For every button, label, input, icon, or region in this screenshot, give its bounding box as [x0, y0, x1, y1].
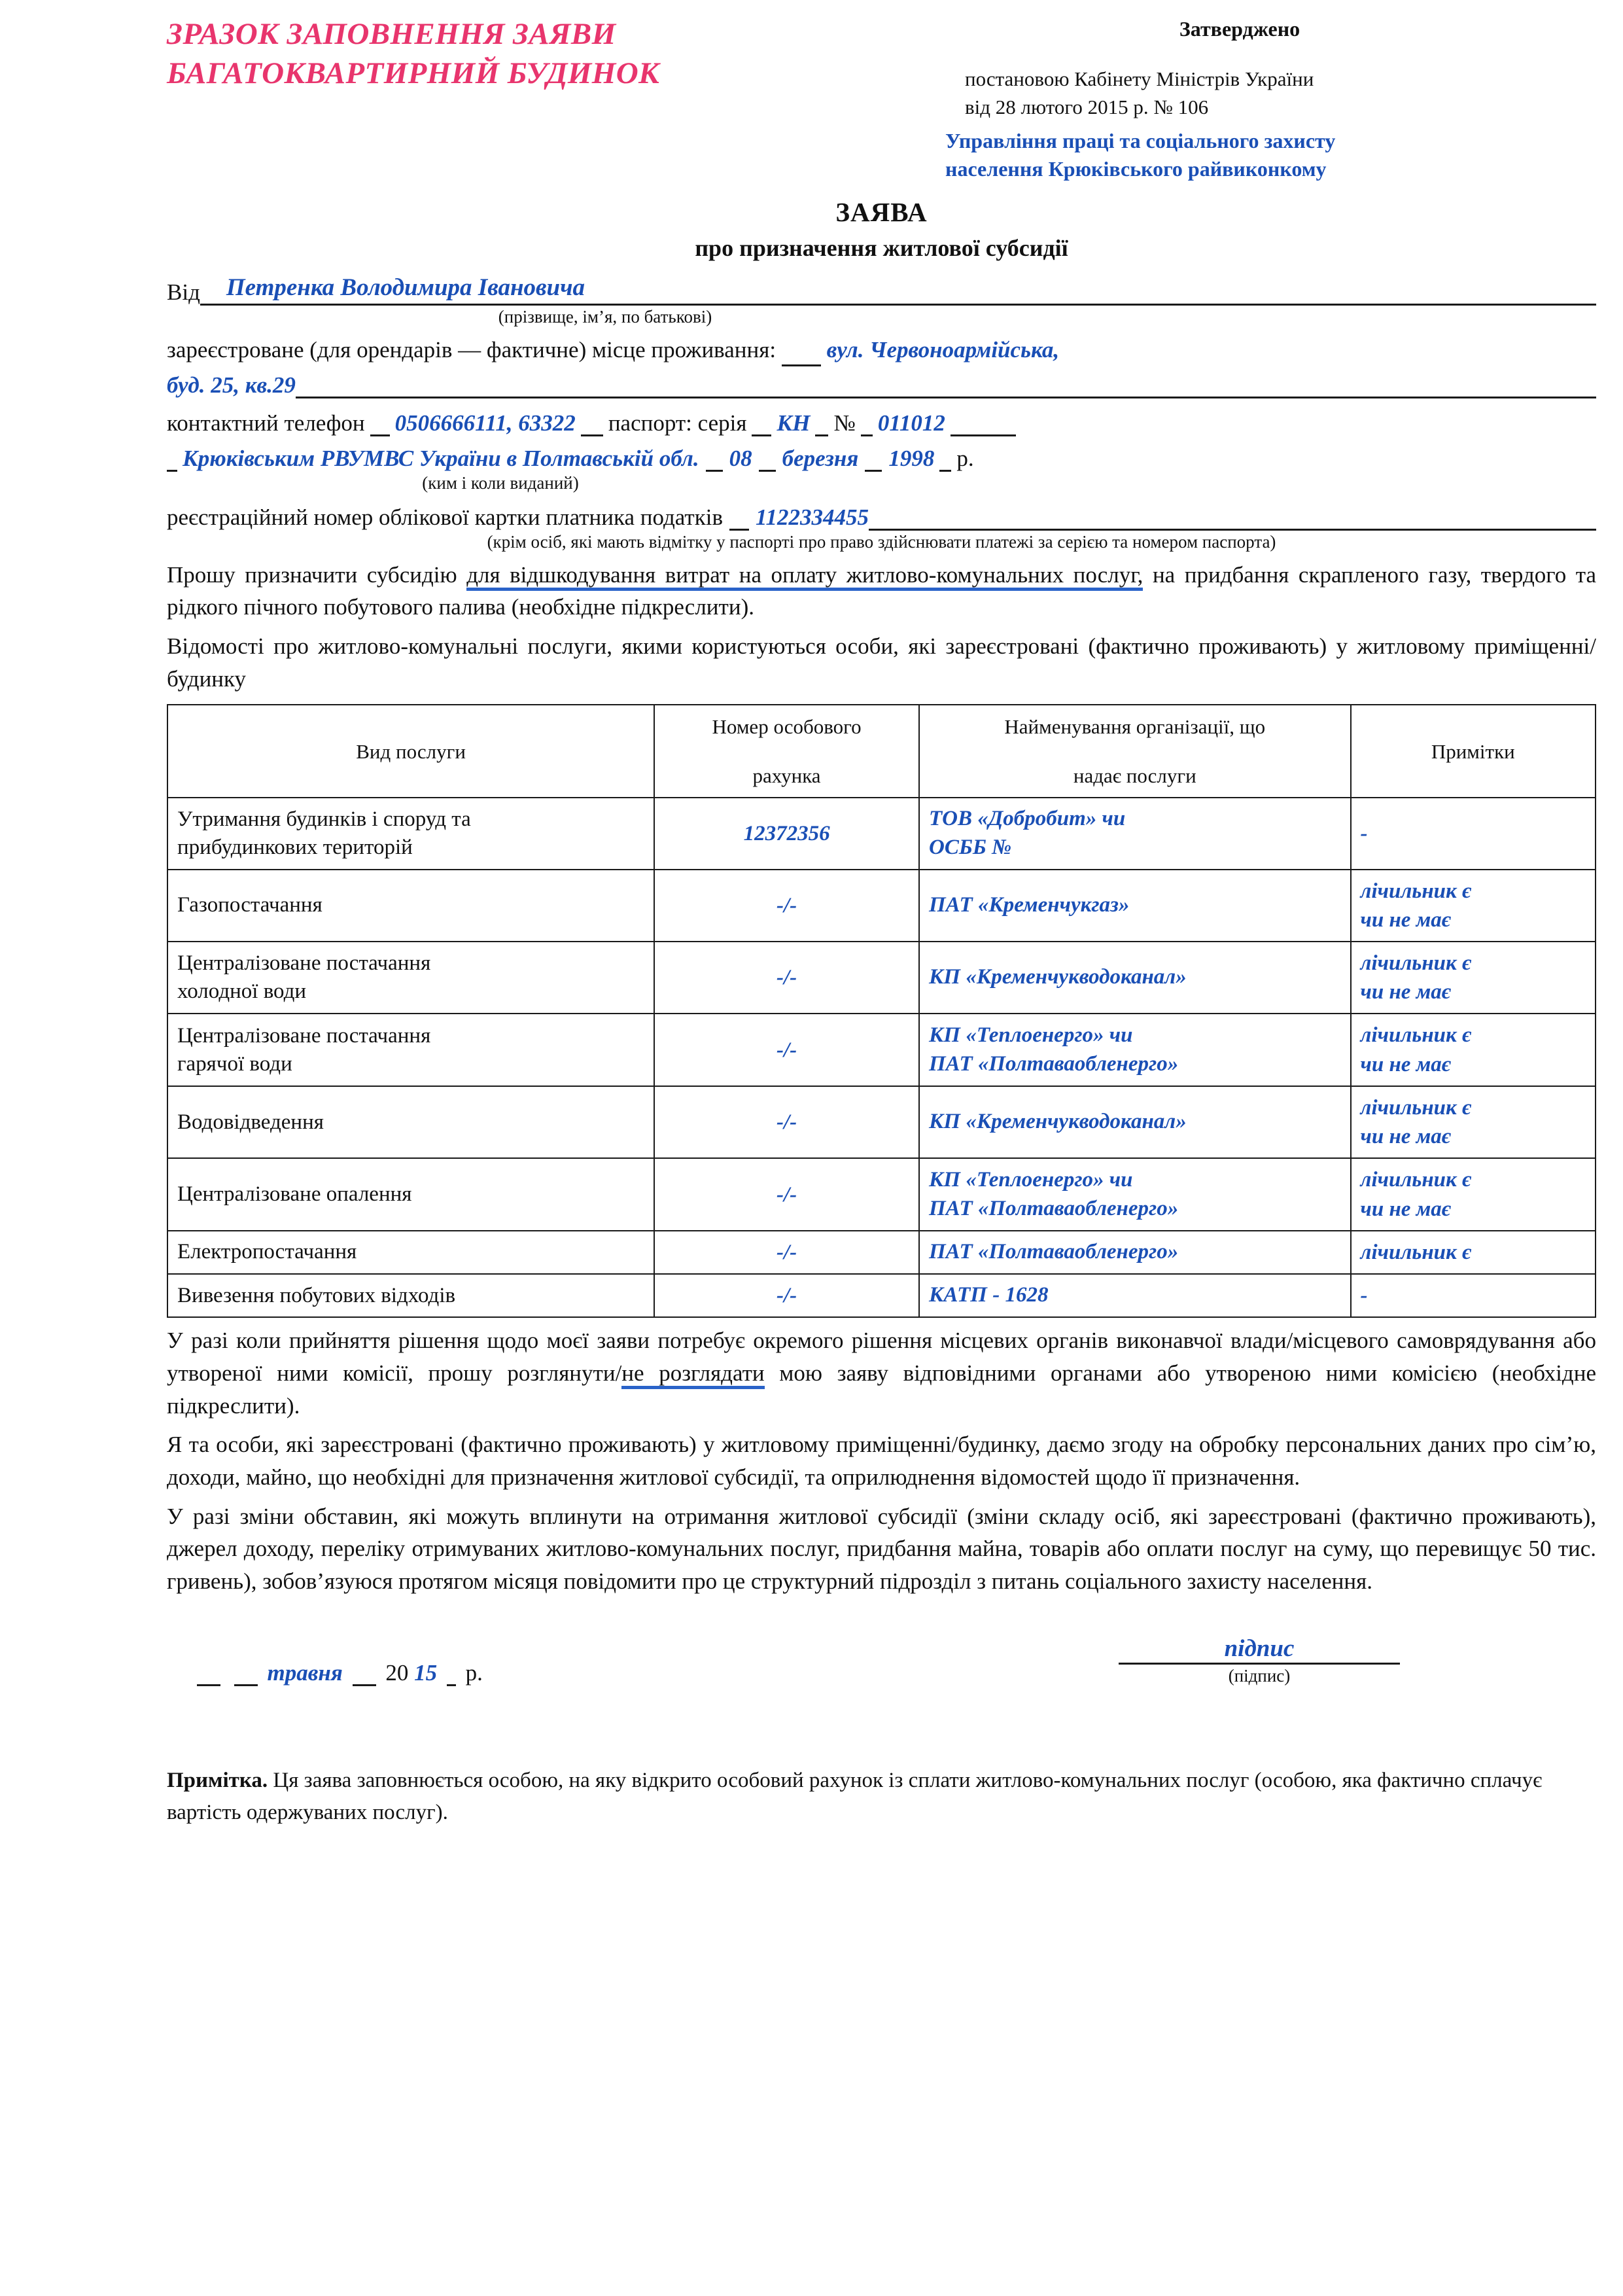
cell-organization-line1: КАТП - 1628 [929, 1283, 1049, 1307]
passport-number-rule-trail [951, 434, 1016, 436]
cell-organization[interactable] [919, 870, 1351, 942]
address-row-2 [167, 368, 1596, 398]
stamp-title-line1: ЗРАЗОК ЗАПОВНЕННЯ ЗАЯВИ [167, 17, 616, 51]
cell-account-value: -/- [776, 1110, 797, 1135]
issued-by-caption: (ким і коли виданий) [422, 472, 579, 493]
issued-rule-2 [759, 470, 776, 472]
cell-account-number[interactable] [654, 942, 919, 1014]
header-notes: Примітки [1351, 705, 1596, 798]
cell-organization[interactable] [919, 1086, 1351, 1158]
footnote-label: Примітка. [167, 1768, 268, 1792]
department-name-line1: Управління праці та соціального захисту [945, 128, 1336, 152]
cell-notes-line1: лічильник є [1360, 879, 1471, 903]
issued-month-value[interactable]: березня [782, 445, 859, 471]
cell-service-line2: холодної води [177, 980, 307, 1004]
cell-notes[interactable] [1351, 1086, 1596, 1158]
signature-year-prefix: 20 [385, 1659, 409, 1686]
cell-account-number[interactable] [654, 798, 919, 869]
passport-label: паспорт: серія [608, 410, 747, 436]
cell-organization-line1: ПАТ «Кременчукгаз» [929, 892, 1130, 917]
issued-rule-1 [706, 470, 723, 472]
cell-notes-line2: чи не має [1360, 980, 1451, 1004]
consent-clause-paragraph: Я та особи, які зареєстровані (фактично проживають) у житловому приміщенні/будинку, даємо згоду на обробку персональних даних про сім’ю, доходи, майно, що необхідні для призначення житлової субсидії, та оприлюднення відомостей щодо її призначення. [167, 1432, 1596, 1490]
sample-stamp-title [167, 14, 919, 93]
cell-account-value: -/- [776, 1284, 797, 1308]
cell-service-line2: гарячої води [177, 1051, 292, 1076]
cell-notes-line1: лічильник є [1360, 1240, 1471, 1264]
commission-clause-part1: У разі коли прийняття рішення щодо моєї заяви потребує окремого рішення місцевих органів виконавчої влади/місцевого самоврядування або утвореної ними комісії, прошу розглянути/ [167, 1328, 1596, 1386]
stamp-title-line2: БАГАТОКВАРТИРНИЙ БУДИНОК [167, 56, 660, 91]
cell-organization-line1: КП «Теплоенерго» чи [929, 1023, 1133, 1048]
cell-notes-line1: лічильник є [1360, 1168, 1471, 1192]
cell-account-value: 12372356 [743, 821, 830, 845]
cell-service-name [167, 1231, 654, 1274]
table-row [167, 1231, 1596, 1274]
tax-number-caption: (крім осіб, які мають відмітку у паспорті про право здійснювати платежі за серією та номером паспорта) [487, 531, 1276, 552]
cell-notes[interactable] [1351, 870, 1596, 942]
phone-rule-lead [370, 434, 390, 436]
signature-date-group [193, 1660, 483, 1686]
services-table [167, 704, 1596, 1318]
issued-rule-3 [865, 470, 882, 472]
phone-label: контактний телефон [167, 410, 365, 436]
cell-service-name [167, 942, 654, 1014]
table-row [167, 1158, 1596, 1230]
cell-organization-line1: КП «Кременчукводоканал» [929, 1110, 1187, 1134]
cell-account-value: -/- [776, 966, 797, 990]
signature-year-value[interactable]: 15 [414, 1659, 438, 1686]
cell-service-line1: Централізоване опалення [177, 1182, 412, 1207]
address-field-continuation[interactable] [296, 368, 1596, 398]
cell-service-line1: Газопостачання [177, 893, 323, 917]
table-row [167, 1274, 1596, 1317]
services-info-intro: Відомості про житлово-комунальні послуги, якими користуються особи, які зареєстровані (фактично проживають) у житловому приміщенні/будинку [167, 633, 1596, 692]
issued-year-suffix: р. [956, 445, 974, 471]
phone-value[interactable]: 0506666111, 63322 [394, 410, 576, 436]
changes-clause-paragraph: У разі зміни обставин, які можуть вплинути на отримання житлової субсидії (зміни складу осіб, які зареєстровані (фактично проживають), джерел доходу, переліку отримуваних житлово-комунальних послуг, придбання майна, товарів або оплати послуг на суму, що перевищує 50 тис. гривень), зобов’язуюся протягом місяця повідомити про це структурний підрозділ з питань соціального захисту населення. [167, 1503, 1596, 1594]
table-row [167, 1014, 1596, 1086]
tax-number-value[interactable]: 1122334455 [755, 504, 869, 530]
request-underlined-option[interactable]: для відшкодування витрат на оплату житлово-комунальних послуг, [466, 562, 1143, 591]
cell-notes[interactable] [1351, 1014, 1596, 1086]
cell-service-line1: Вивезення побутових відходів [177, 1283, 456, 1307]
approved-label: Затверджено [1179, 17, 1300, 41]
header-account [654, 705, 919, 798]
cell-notes-line2: чи не має [1360, 908, 1451, 932]
cell-notes-line1: - [1360, 821, 1368, 845]
cell-service-line1: Централізоване постачання [177, 951, 431, 976]
cell-organization[interactable] [919, 1014, 1351, 1086]
page-subtitle: про призначення житлової субсидії [695, 235, 1068, 261]
cell-organization-line2: ПАТ «Полтаваобленерго» [929, 1051, 1179, 1076]
issued-by-value[interactable]: Крюківським РВУМВС України в Полтавській обл. [183, 445, 699, 471]
request-rest-text: на придбання скрапленого газу, твердого та рідкого пічного побутового палива (необхідне підкреслити). [167, 561, 1597, 620]
department-name-line2: населення Крюківського райвиконкому [945, 156, 1327, 181]
phone-passport-row [167, 410, 1596, 436]
signature-month-value[interactable]: травня [267, 1659, 343, 1686]
services-table-head [167, 705, 1596, 798]
header-organization-line1: Найменування організації, що [1004, 715, 1266, 738]
header-organization [919, 705, 1351, 798]
cell-account-number[interactable] [654, 1158, 919, 1230]
issued-rule-lead [167, 470, 177, 472]
address-label: зареєстроване (для орендарів — фактичне) місце проживання: [167, 337, 777, 362]
address-value-line2: буд. 25, кв.29 [167, 372, 296, 398]
address-rule-lead [782, 364, 821, 366]
cell-organization-line2: ПАТ «Полтаваобленерго» [929, 1196, 1179, 1220]
cell-organization[interactable] [919, 798, 1351, 869]
commission-clause-paragraph [167, 1324, 1596, 1422]
cell-service-line2: прибудинкових територій [177, 835, 413, 859]
header-account-line2: рахунка [752, 764, 821, 788]
cell-account-number[interactable] [654, 1086, 919, 1158]
header-service: Вид послуги [167, 705, 654, 798]
date-year-rule [447, 1684, 456, 1686]
cell-account-number[interactable] [654, 870, 919, 942]
date-rule-2 [234, 1684, 258, 1686]
page-header [0, 14, 1623, 183]
signature-caption: (підпис) [1228, 1665, 1291, 1686]
from-label: Від [167, 279, 200, 305]
cell-notes[interactable] [1351, 1274, 1596, 1317]
cell-notes[interactable] [1351, 942, 1596, 1014]
cell-notes-line1: - [1360, 1283, 1368, 1307]
commission-clause-part2: мою заяву відповідними органами або утвореною ними комісією (необхідне підкреслити). [167, 1360, 1596, 1419]
approved-resolution-line2: від 28 лютого 2015 р. № 106 [965, 95, 1209, 118]
request-lead-text: Прошу призначити субсидію [167, 561, 457, 588]
cell-service-name [167, 870, 654, 942]
passport-series-rule-lead [752, 434, 771, 436]
table-row [167, 942, 1596, 1014]
subsidy-request-paragraph [167, 559, 1596, 624]
cell-notes-line1: лічильник є [1360, 1023, 1471, 1048]
header-organization-line2: надає послуги [1073, 764, 1196, 788]
cell-service-name [167, 1158, 654, 1230]
passport-number-label: № [833, 410, 856, 436]
table-header-row [167, 705, 1596, 798]
cell-notes-line2: чи не має [1360, 1125, 1451, 1149]
tax-number-label: реєстраційний номер облікової картки платника податків [167, 504, 723, 530]
cell-notes-line1: лічильник є [1360, 1095, 1471, 1120]
cell-service-line1: Електропостачання [177, 1240, 357, 1264]
issued-rule-4 [939, 470, 951, 472]
cell-account-number[interactable] [654, 1014, 919, 1086]
cell-service-name [167, 1274, 654, 1317]
issued-year-value[interactable]: 1998 [888, 445, 935, 471]
date-day-rule[interactable] [197, 1684, 220, 1686]
cell-service-line1: Водовідведення [177, 1110, 324, 1134]
issued-day-value[interactable]: 08 [729, 445, 752, 471]
cell-account-value: -/- [776, 1038, 797, 1062]
date-month-rule [353, 1684, 376, 1686]
cell-service-line1: Централізоване постачання [177, 1023, 431, 1048]
phone-rule-trail [581, 434, 603, 436]
cell-notes-line2: чи не має [1360, 1197, 1451, 1221]
tax-number-field-rest[interactable] [869, 500, 1596, 531]
cell-organization-line1: КП «Кременчукводоканал» [929, 965, 1187, 989]
applicant-name-row [167, 274, 1596, 306]
cell-account-number[interactable] [654, 1274, 919, 1317]
table-row [167, 1086, 1596, 1158]
cell-account-number[interactable] [654, 1231, 919, 1274]
cell-service-name [167, 798, 654, 869]
cell-organization-line1: ТОВ «Добробит» чи [929, 807, 1126, 831]
tax-rule-lead [729, 529, 749, 531]
cell-notes-line2: чи не має [1360, 1052, 1451, 1076]
full-name-value: Петренка Володимира Івановича [226, 274, 585, 301]
cell-notes-line1: лічильник є [1360, 951, 1471, 975]
cell-service-name [167, 1086, 654, 1158]
signature-field[interactable] [1119, 1634, 1400, 1665]
passport-number-rule-lead [861, 434, 873, 436]
header-account-line1: Номер особового [712, 715, 862, 738]
cell-organization[interactable] [919, 1274, 1351, 1317]
signature-year-suffix: р. [465, 1659, 483, 1686]
passport-number-value[interactable]: 011012 [877, 410, 945, 436]
cell-account-value: -/- [776, 893, 797, 917]
cell-organization-line2: ОСББ № [929, 835, 1012, 859]
signature-block [1119, 1634, 1400, 1686]
services-table-body [167, 798, 1596, 1317]
commission-clause-underlined[interactable]: не розглядати [621, 1360, 764, 1389]
table-row [167, 870, 1596, 942]
cell-organization[interactable] [919, 1231, 1351, 1274]
cell-organization[interactable] [919, 942, 1351, 1014]
page-title: ЗАЯВА [835, 197, 928, 227]
address-value-line1: вул. Червоноармійська, [826, 337, 1060, 362]
full-name-caption: (прізвище, ім’я, по батькові) [498, 307, 712, 327]
address-row [167, 334, 1596, 366]
cell-service-name [167, 1014, 654, 1086]
issued-by-row [167, 446, 1596, 472]
signature-value: підпис [1224, 1634, 1295, 1662]
cell-organization[interactable] [919, 1158, 1351, 1230]
cell-notes[interactable] [1351, 1231, 1596, 1274]
cell-notes[interactable] [1351, 1158, 1596, 1230]
table-row [167, 798, 1596, 869]
cell-service-line1: Утримання будинків і споруд та [177, 807, 471, 832]
full-name-field[interactable] [200, 274, 1596, 306]
approval-block [939, 14, 1514, 183]
document-body [167, 196, 1596, 1829]
approved-resolution-line1: постановою Кабінету Міністрів України [965, 67, 1314, 91]
cell-organization-line1: КП «Теплоенерго» чи [929, 1167, 1133, 1192]
cell-account-value: -/- [776, 1240, 797, 1264]
cell-account-value: -/- [776, 1182, 797, 1207]
cell-organization-line1: ПАТ «Полтаваобленерго» [929, 1240, 1179, 1264]
passport-series-value[interactable]: КН [777, 410, 811, 436]
passport-series-rule-trail [815, 434, 828, 436]
signature-row [167, 1634, 1596, 1686]
footnote-text: Ця заява заповнюється особою, на яку відкрито особовий рахунок із сплати житлово-комунальних послуг (особою, яка фактично сплачує вартість одержуваних послуг). [167, 1768, 1543, 1825]
footnote-block [167, 1765, 1596, 1829]
cell-notes[interactable] [1351, 798, 1596, 869]
tax-number-row [167, 500, 1596, 531]
